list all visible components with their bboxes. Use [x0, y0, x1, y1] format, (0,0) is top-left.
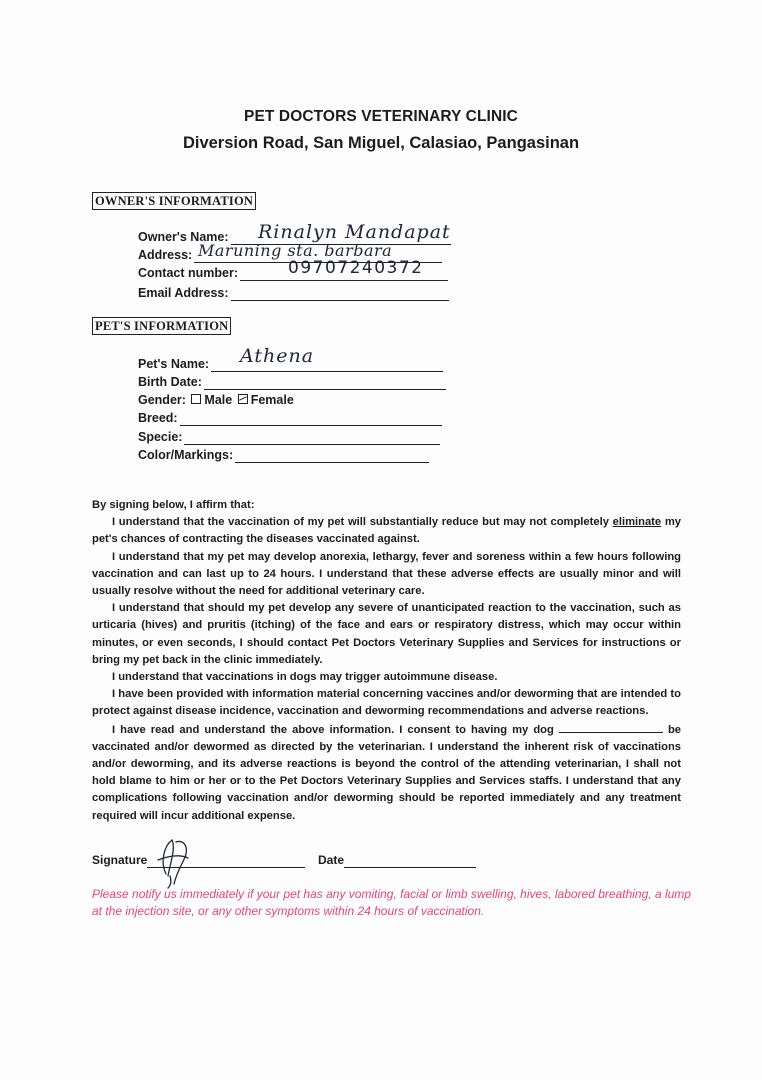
pet-name-label: Pet's Name: [138, 357, 210, 371]
pet-color-field[interactable] [138, 447, 429, 463]
date-line [344, 855, 476, 868]
date-label: Date [318, 853, 345, 867]
owner-contact-label: Contact number: [138, 266, 238, 280]
consent-paragraph-4: I understand that vaccinations in dogs may trigger autoimmune disease. [112, 671, 498, 684]
pet-gender-label: Gender: [138, 393, 186, 407]
gender-male-checkbox[interactable] [191, 394, 201, 404]
pet-color-label: Color/Markings: [138, 448, 234, 462]
consent-paragraph-6 [92, 721, 681, 825]
owner-address-value: Maruning sta. barbara [198, 241, 393, 260]
pet-specie-line [184, 430, 440, 445]
pet-specie-label: Specie: [138, 430, 183, 444]
post-vaccination-notice: Please notify us immediately if your pet has any vomiting, facial or limb swelling, hives, labored breathing, a lump at the injection site, or any other symptoms within 24 hours of vaccination. [92, 887, 691, 918]
consent-paragraph-5: I have been provided with information material concerning vaccines and/or deworming that are intended to protect against disease incidence, vaccination and deworming recommendations and adverse reactions. [92, 688, 681, 718]
pet-birthdate-line [204, 375, 446, 390]
pet-breed-field[interactable] [138, 410, 442, 426]
gender-female-label: Female [250, 393, 294, 407]
pet-breed-line [180, 411, 442, 426]
pet-birthdate-field[interactable] [138, 374, 446, 390]
owner-name-value: Rinalyn Mandapat [258, 221, 451, 243]
consent-p1-underlined: eliminate [612, 516, 662, 529]
consent-p1-text: I understand that the vaccination of my pet will substantially reduce but may not completely [112, 516, 613, 529]
owner-email-field[interactable] [138, 285, 449, 301]
dog-name-blank[interactable] [559, 721, 663, 733]
owner-email-label: Email Address: [138, 286, 229, 300]
consent-p6-text-end: be vaccinated and/or dewormed as directed by the veterinarian. I understand the inherent risk of vaccinations and/or deworming, and its adverse reactions is beyond the control of the attending veterinarian, I shall not hold blame to him or her or to the Pet Doctors Veterinary Supplies and Services staffs. I understand that any complications following vaccination and/or deworming should be reported immediately and any treatment required will incur additional expense. [92, 723, 682, 822]
gender-female-checkbox[interactable] [238, 394, 248, 404]
consent-p1-text-end: my pet's chances of contracting the diseases vaccinated against. [92, 516, 681, 546]
consent-paragraph-2: I understand that my pet may develop anorexia, lethargy, fever and soreness within a few hours following vaccination and can last up to 24 hours. I understand that these adverse effects are usually minor and will usually resolve without the need for additional veterinary care. [92, 550, 681, 598]
pet-name-value: Athena [240, 345, 315, 367]
consent-intro: By signing below, I affirm that: [92, 499, 255, 511]
consent-paragraph-1 [92, 514, 681, 548]
signature-label: Signature [92, 853, 148, 867]
pet-color-line [235, 448, 429, 463]
consent-p6-text: I have read and understand the above information. I consent to having my dog [112, 723, 559, 736]
clinic-name: PET DOCTORS VETERINARY CLINIC [244, 108, 518, 125]
owner-name-label: Owner's Name: [138, 230, 229, 244]
pet-specie-field[interactable] [138, 429, 440, 445]
pet-gender-field [138, 392, 294, 408]
signature-field[interactable] [92, 852, 305, 868]
pet-info-heading: PET'S INFORMATION [92, 317, 231, 335]
handwritten-signature [148, 834, 198, 890]
owner-address-label: Address: [138, 248, 193, 262]
owner-email-line [231, 286, 449, 301]
owner-contact-value: 09707240372 [288, 258, 424, 278]
clinic-address: Diversion Road, San Miguel, Calasiao, Pangasinan [182, 134, 580, 152]
owner-info-heading: OWNER'S INFORMATION [92, 192, 256, 210]
pet-birthdate-label: Birth Date: [138, 375, 202, 389]
pet-breed-label: Breed: [138, 411, 178, 425]
date-field[interactable] [318, 852, 476, 868]
consent-text [92, 497, 681, 825]
gender-male-label: Male [204, 393, 233, 407]
consent-paragraph-3: I understand that should my pet develop any severe of unanticipated reaction to the vaccination, such as urticaria (hives) and pruritis (itching) of the face and ears or respiratory distress, which may occur within minutes, or even seconds, I should contact Pet Doctors Veterinary Supplies and Services for instructions or bring my pet back in the clinic immediately. [92, 602, 681, 666]
